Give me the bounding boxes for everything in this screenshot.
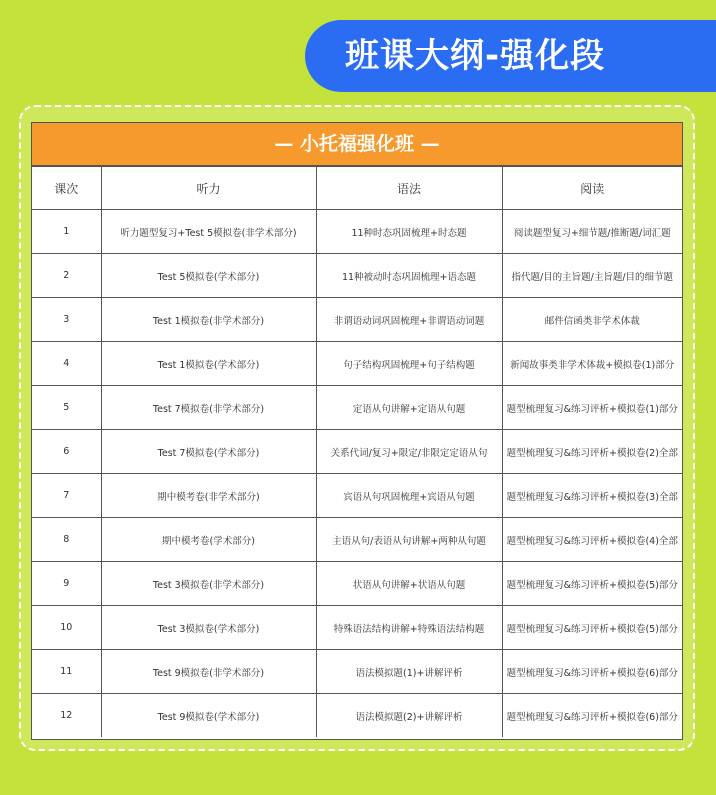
listening-cell: Test 7模拟卷(学术部分) — [101, 430, 316, 474]
listening-cell: 期中模考卷(学术部分) — [101, 518, 316, 562]
grammar-cell: 定语从句讲解+定语从句题 — [316, 386, 502, 430]
syllabus-table — [32, 166, 682, 737]
table-row — [32, 694, 682, 738]
reading-cell: 邮件信函类非学术体裁 — [502, 298, 682, 342]
reading-cell: 题型梳理复习&练习评析+模拟卷(3)全部 — [502, 474, 682, 518]
listening-cell: Test 3模拟卷(非学术部分) — [101, 562, 316, 606]
grammar-cell: 语法模拟题(1)+讲解评析 — [316, 650, 502, 694]
grammar-cell: 11种被动时态巩固梳理+语态题 — [316, 254, 502, 298]
table-row — [32, 474, 682, 518]
lesson-number: 9 — [32, 562, 101, 606]
table-row — [32, 562, 682, 606]
table-row — [32, 386, 682, 430]
lesson-number: 2 — [32, 254, 101, 298]
table-row — [32, 606, 682, 650]
listening-cell: 期中模考卷(非学术部分) — [101, 474, 316, 518]
table-row — [32, 342, 682, 386]
listening-cell: Test 9模拟卷(学术部分) — [101, 694, 316, 738]
table-row — [32, 650, 682, 694]
lesson-number: 5 — [32, 386, 101, 430]
lesson-number: 7 — [32, 474, 101, 518]
listening-cell: Test 1模拟卷(学术部分) — [101, 342, 316, 386]
reading-cell: 题型梳理复习&练习评析+模拟卷(6)部分 — [502, 694, 682, 738]
table-row — [32, 210, 682, 254]
header-reading: 阅读 — [502, 167, 682, 210]
table-row — [32, 518, 682, 562]
lesson-number: 10 — [32, 606, 101, 650]
page-title: 班课大纲-强化段 — [345, 36, 606, 76]
table-row — [32, 298, 682, 342]
reading-cell: 题型梳理复习&练习评析+模拟卷(5)部分 — [502, 562, 682, 606]
grammar-cell: 11种时态巩固梳理+时态题 — [316, 210, 502, 254]
reading-cell: 阅读题型复习+细节题/推断题/词汇题 — [502, 210, 682, 254]
grammar-cell: 非谓语动词巩固梳理+非谓语动词题 — [316, 298, 502, 342]
listening-cell: Test 9模拟卷(非学术部分) — [101, 650, 316, 694]
listening-cell: Test 5模拟卷(学术部分) — [101, 254, 316, 298]
lesson-number: 12 — [32, 694, 101, 738]
reading-cell: 指代题/目的主旨题/主旨题/目的细节题 — [502, 254, 682, 298]
listening-cell: Test 7模拟卷(非学术部分) — [101, 386, 316, 430]
reading-cell: 题型梳理复习&练习评析+模拟卷(2)全部 — [502, 430, 682, 474]
listening-cell: 听力题型复习+Test 5模拟卷(非学术部分) — [101, 210, 316, 254]
lesson-number: 4 — [32, 342, 101, 386]
table-row — [32, 430, 682, 474]
listening-cell: Test 1模拟卷(非学术部分) — [101, 298, 316, 342]
syllabus-card — [31, 122, 683, 740]
grammar-cell: 主语从句/表语从句讲解+两种从句题 — [316, 518, 502, 562]
reading-cell: 题型梳理复习&练习评析+模拟卷(1)部分 — [502, 386, 682, 430]
table-row — [32, 254, 682, 298]
reading-cell: 题型梳理复习&练习评析+模拟卷(4)全部 — [502, 518, 682, 562]
grammar-cell: 关系代词/复习+限定/非限定定语从句 — [316, 430, 502, 474]
grammar-cell: 语法模拟题(2)+讲解评析 — [316, 694, 502, 738]
course-title: — 小托福强化班 — — [32, 123, 682, 166]
lesson-number: 6 — [32, 430, 101, 474]
lesson-number: 1 — [32, 210, 101, 254]
listening-cell: Test 3模拟卷(学术部分) — [101, 606, 316, 650]
table-header-row — [32, 167, 682, 210]
lesson-number: 8 — [32, 518, 101, 562]
grammar-cell: 句子结构巩固梳理+句子结构题 — [316, 342, 502, 386]
reading-cell: 题型梳理复习&练习评析+模拟卷(6)部分 — [502, 650, 682, 694]
grammar-cell: 特殊语法结构讲解+特殊语法结构题 — [316, 606, 502, 650]
lesson-number: 3 — [32, 298, 101, 342]
reading-cell: 新闻故事类非学术体裁+模拟卷(1)部分 — [502, 342, 682, 386]
lesson-number: 11 — [32, 650, 101, 694]
header-grammar: 语法 — [316, 167, 502, 210]
grammar-cell: 宾语从句巩固梳理+宾语从句题 — [316, 474, 502, 518]
reading-cell: 题型梳理复习&练习评析+模拟卷(5)部分 — [502, 606, 682, 650]
header-lesson: 课次 — [32, 167, 101, 210]
header-listening: 听力 — [101, 167, 316, 210]
grammar-cell: 状语从句讲解+状语从句题 — [316, 562, 502, 606]
